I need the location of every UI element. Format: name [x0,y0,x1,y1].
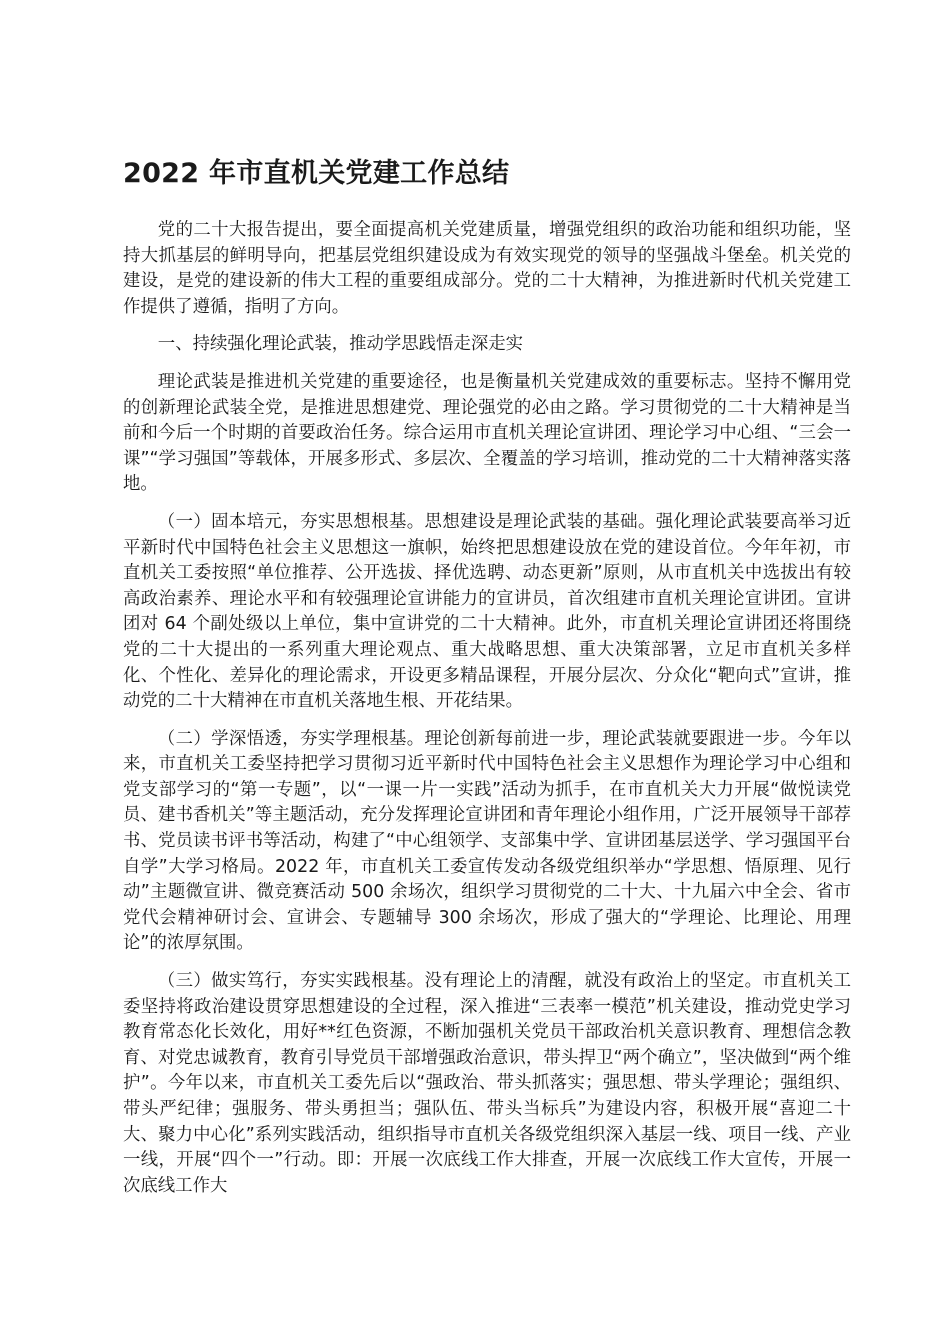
section-heading-1: 一、持续强化理论武装，推动学思践悟走深走实 [157,334,524,355]
item-3-paragraph: （三）做实笃行，夯实实践根基。没有理论上的清醒，就没有政治上的坚定。市直机关工委坚持将政治建设贯穿思想建设的全过程，深入推进“三表率一模范”机关建设，推动党史学习教育常态化长效化，用好**红色资源，不断加强机关党员干部政治机关意识教育、理想信念教育、对党忠诚教育，教育引导党员干部增强政治意识，带头捍卫“两个确立”，坚决做到“两个维护”。今年以来，市直机关工委先后以“强政治、带头抓落实；强思想、带头学理论；强组织、带头严纪律；强服务、带头勇担当；强队伍、带头当标兵”为建设内容，积极开展“喜迎二十大、聚力中心化”系列实践活动，组织指导市直机关各级党组织深入基层一线、项目一线、产业一线，开展“四个一”行动。即：开展一次底线工作大排查，开展一次底线工作大宣传，开展一次底线工作大 [123,971,851,1196]
item-2-paragraph: （二）学深悟透，夯实学理根基。理论创新每前进一步，理论武装就要跟进一步。今年以来，市直机关工委坚持把学习贯彻习近平新时代中国特色社会主义思想作为理论学习中心组和党支部学习的“第一专题”，以“一课一片一实践”活动为抓手，在市直机关大力开展“做悦读党员、建书香机关”等主题活动，充分发挥理论宣讲团和青年理论小组作用，广泛开展领导干部荐书、党员读书评书等活动，构建了“中心组领学、支部集中学、宣讲团基层送学、学习强国平台自学”大学习格局。2022 年，市直机关工委宣传发动各级党组织举办“学思想、悟原理、见行动”主题微宣讲、微竞赛活动 500 余场次，组织学习贯彻党的二十大、十九届六中全会、省市党代会精神研讨会、宣讲会、专题辅导 300 余场次，形成了强大的“学理论、比理论、用理论”的浓厚氛围。 [123,728,851,954]
document-title: 2022 年市直机关党建工作总结 [123,158,510,189]
item-1-paragraph: （一）固本培元，夯实思想根基。思想建设是理论武装的基础。强化理论武装要高举习近平新时代中国特色社会主义思想这一旗帜，始终把思想建设放在党的建设首位。今年年初，市直机关工委按照“单位推荐、公开选拔、择优选聘、动态更新”原则，从市直机关中选拔出有较高政治素养、理论水平和有较强理论宣讲能力的宣讲员，首次组建市直机关理论宣讲团。宣讲团对 64 个副处级以上单位，集中宣讲党的二十大精神。此外，市直机关理论宣讲团还将围绕党的二十大提出的一系列重大理论观点、重大战略思想、重大决策部署，立足市直机关多样化、个性化、差异化的理论需求，开设更多精品课程，开展分层次、分众化“靶向式”宣讲，推动党的二十大精神在市直机关落地生根、开花结果。 [123,511,851,712]
intro-paragraph: 党的二十大报告提出，要全面提高机关党建质量，增强党组织的政治功能和组织功能，坚持大抓基层的鲜明导向，把基层党组织建设成为有效实现党的领导的坚强战斗堡垒。机关党的建设，是党的建设新的伟大工程的重要组成部分。党的二十大精神，为推进新时代机关党建工作提供了遵循，指明了方向。 [123,220,851,317]
section1-intro-paragraph: 理论武装是推进机关党建的重要途径，也是衡量机关党建成效的重要标志。坚持不懈用党的创新理论武装全党，是推进思想建党、理论强党的必由之路。学习贯彻党的二十大精神是当前和今后一个时期的首要政治任务。综合运用市直机关理论宣讲团、理论学习中心组、“三会一课”“学习强国”等载体，开展多形式、多层次、全覆盖的学习培训，推动党的二十大精神落实落地。 [123,371,851,495]
document-page [123,150,851,1211]
